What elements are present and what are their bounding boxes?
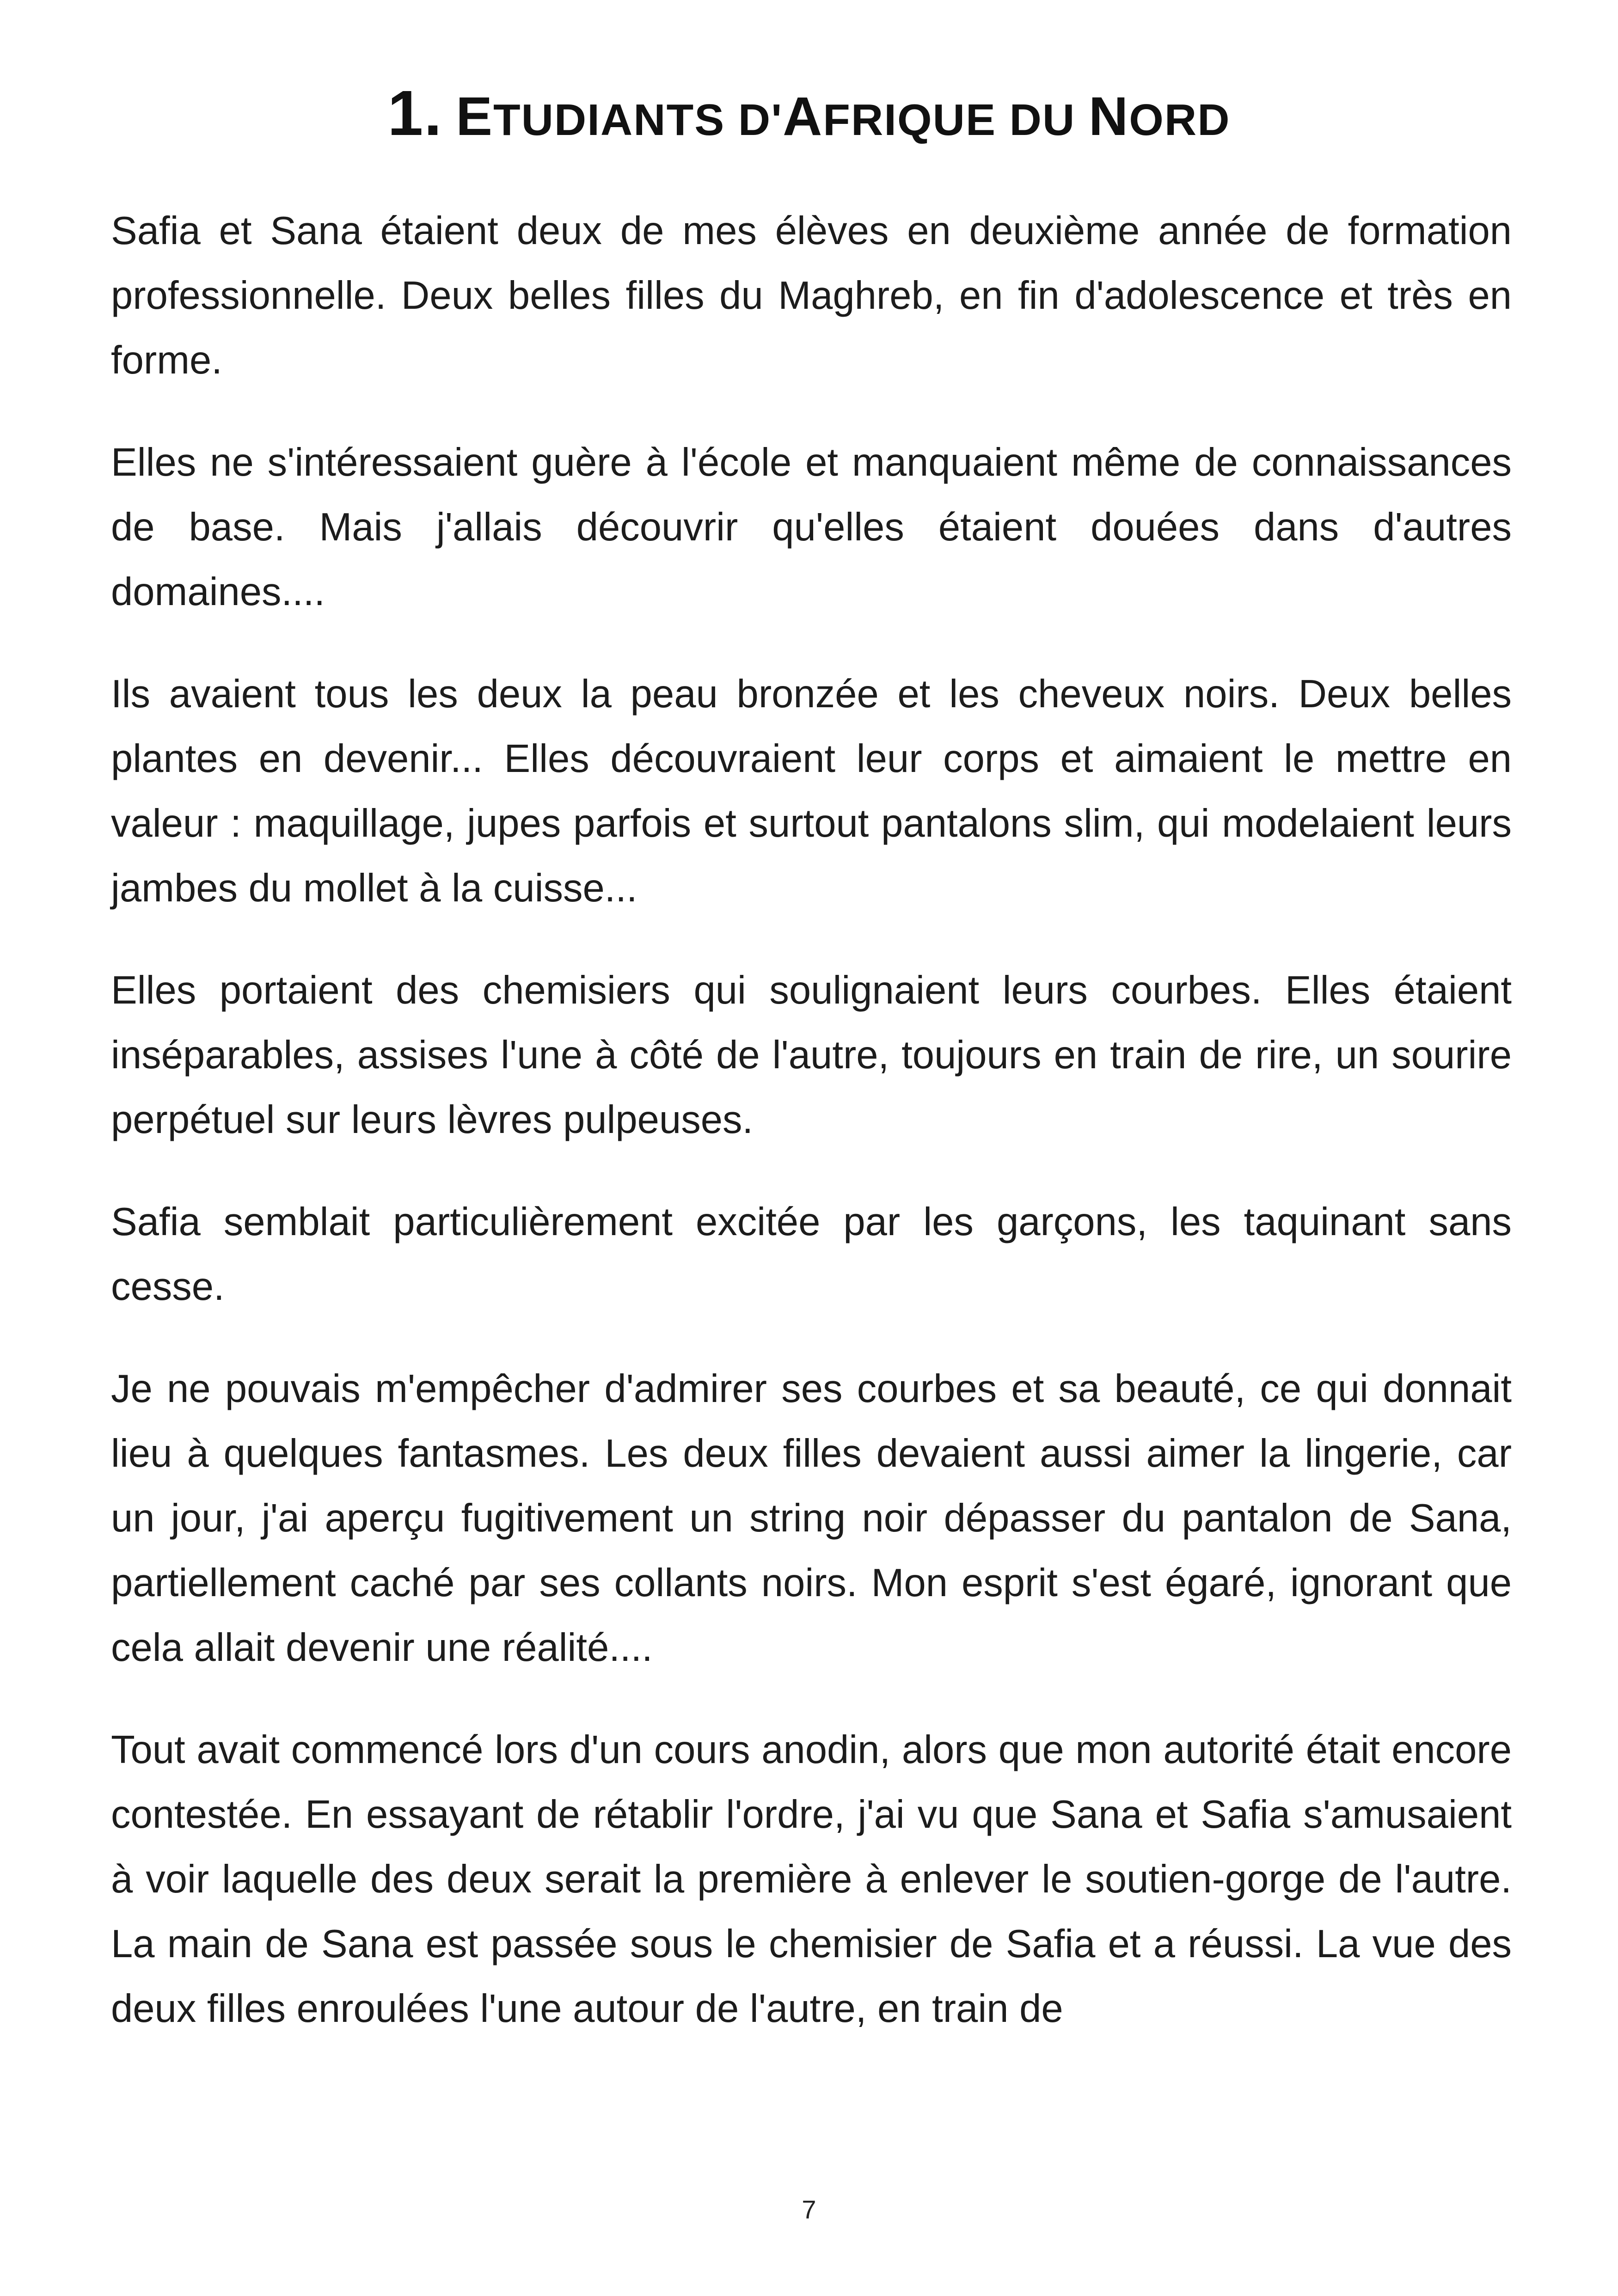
chapter-number: 1. <box>387 78 443 149</box>
paragraph: Je ne pouvais m'empêcher d'admirer ses courbes et sa beauté, ce qui donnait lieu à quelques fantasmes. Les deux filles devaient aussi aimer la lingerie, car un jour, j'ai aperçu fugitivement un string noir dépasser du pantalon de Sana, partiellement caché par ses collants noirs. Mon esprit s'est égaré, ignorant que cela allait devenir une réalité.... <box>111 1367 1512 1670</box>
paragraph: Ils avaient tous les deux la peau bronzée et les cheveux noirs. Deux belles plantes en devenir... Elles découvraient leur corps et aimaient le mettre en valeur : maquillage, jupes parfois et surtout pantalons slim, qui modelaient leurs jambes du mollet à la cuisse... <box>111 672 1512 910</box>
chapter-title-part: N <box>1088 86 1129 147</box>
chapter-title-text <box>456 86 1231 147</box>
paragraph: Safia et Sana étaient deux de mes élèves en deuxième année de formation professionnelle. Deux belles filles du Maghreb, en fin d'adolescence et très en forme. <box>111 209 1512 382</box>
page-number: 7 <box>802 2195 816 2224</box>
chapter-title-part: ORD <box>1129 95 1231 145</box>
chapter-title-part: TUDIANTS D' <box>493 95 783 145</box>
paragraph: Tout avait commencé lors d'un cours anodin, alors que mon autorité était encore contestée. En essayant de rétablir l'ordre, j'ai vu que Sana et Safia s'amusaient à voir laquelle des deux serait la première à enlever le soutien-gorge de l'autre. La main de Sana est passée sous le chemisier de Safia et a réussi. La vue des deux filles enroulées l'une autour de l'autre, en train de <box>111 1728 1512 2031</box>
paragraph: Elles ne s'intéressaient guère à l'école et manquaient même de connaissances de base. Mais j'allais découvrir qu'elles étaient douées dans d'autres domaines.... <box>111 441 1512 614</box>
chapter-title-part: FRIQUE DU <box>823 95 1089 145</box>
paragraph: Elles portaient des chemisiers qui soulignaient leurs courbes. Elles étaient inséparables, assises l'une à côté de l'autre, toujours en train de rire, un sourire perpétuel sur leurs lèvres pulpeuses. <box>111 968 1512 1142</box>
body-text <box>111 199 1512 2041</box>
chapter-title <box>0 78 1618 150</box>
chapter-title-part: E <box>456 86 493 147</box>
chapter-title-part: A <box>783 86 823 147</box>
paragraph: Safia semblait particulièrement excitée par les garçons, les taquinant sans cesse. <box>111 1200 1512 1309</box>
